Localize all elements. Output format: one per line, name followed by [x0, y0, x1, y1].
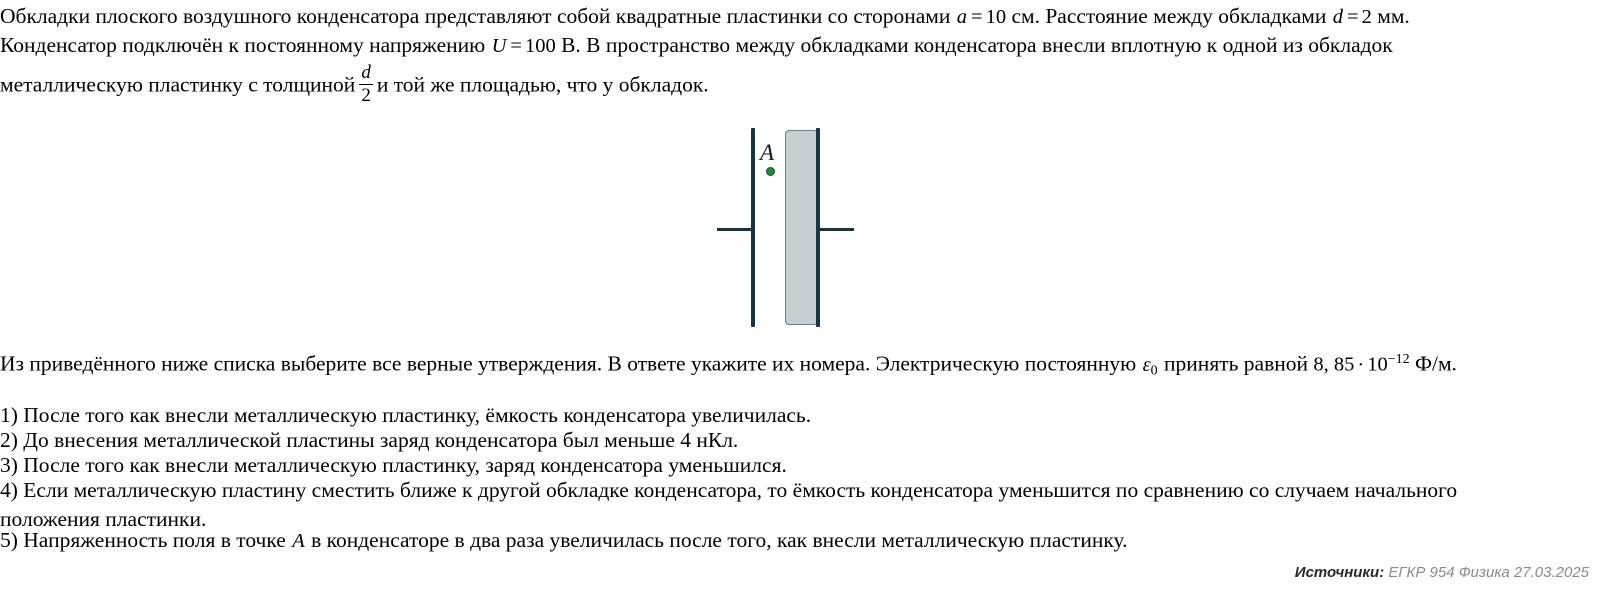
unit-d-text: мм.: [1377, 4, 1410, 28]
left-lead-wire: [717, 228, 755, 231]
value-U: 100: [524, 35, 556, 57]
source-value: ЕГКР 954 Физика 27.03.2025: [1388, 564, 1589, 581]
constant-base: 10: [1367, 353, 1388, 376]
fraction-numerator: d: [361, 62, 371, 83]
problem-statement-line-2: [0, 31, 1601, 61]
capacitor-right-plate: [816, 128, 820, 327]
value-a: 10: [985, 6, 1007, 28]
fraction-d-over-2: [359, 63, 373, 105]
constant-mantissa: 8, 85: [1313, 353, 1355, 376]
unit-a-text: см. Расстояние между обкладками: [1011, 4, 1327, 28]
value-d: 2: [1361, 6, 1372, 28]
problem-text-3b: и той же площадью, что у обкладок.: [376, 72, 709, 97]
right-lead-wire: [818, 228, 854, 231]
epsilon-zero-symbol: [1142, 353, 1159, 379]
source-label: Источники:: [1294, 564, 1385, 581]
constant-exponent: −12: [1387, 352, 1410, 367]
statement-2: 2) До внесения металлической пластины заряд конденсатора был меньше 4 нКл.: [0, 428, 739, 452]
capacitor-left-plate: [751, 128, 755, 327]
variable-a: a: [956, 6, 968, 28]
instruction-text-a: Из приведённого ниже списка выберите все верные утверждения. В ответе укажите их номера. Электрическую постоянную: [0, 351, 1137, 376]
fraction-denominator: 2: [361, 84, 371, 106]
statement-3: 3) После того как внесли металлическую пластинку, заряд конденсатора уменьшился.: [0, 453, 787, 477]
metal-slab: [785, 130, 818, 325]
statement-5: [0, 526, 1601, 556]
point-a-dot: [766, 167, 775, 176]
statement-5-text-a: 5) Напряженность поля в точке: [0, 528, 286, 552]
problem-text-2a: Конденсатор подключён к постоянному напряжению: [0, 33, 486, 57]
statement-4: 4) Если металлическую пластину сместить ближе к другой обкладке конденсатора, то ёмкость конденсатора уменьшится по сравнению со случаем начального положения пластинки.: [0, 478, 1458, 531]
equals-sign-3: =: [510, 35, 522, 57]
problem-text-3a: металлическую пластинку с толщиной: [0, 72, 356, 97]
epsilon-subscript: 0: [1150, 363, 1158, 379]
problem-text-1a: Обкладки плоского воздушного конденсатора представляют собой квадратные пластинки со сторонами: [0, 4, 951, 28]
statement-5-text-b: в конденсаторе в два раза увеличилась после того, как внесли металлическую пластинку.: [311, 528, 1128, 552]
equals-sign-1: =: [971, 6, 983, 28]
instruction-text-b: принять равной: [1164, 351, 1308, 376]
variable-U: U: [491, 35, 507, 57]
problem-statement-line-1: [0, 2, 1601, 32]
variable-d: d: [1332, 6, 1344, 28]
instruction-unit: Ф/м.: [1414, 351, 1457, 376]
statement-1: 1) После того как внесли металлическую пластинку, ёмкость конденсатора увеличилась.: [0, 403, 812, 427]
epsilon-glyph: ε: [1142, 353, 1151, 376]
multiplication-dot: ·: [1357, 353, 1365, 376]
capacitor-diagram: [700, 118, 880, 338]
equals-sign-2: =: [1347, 6, 1359, 28]
variable-A-point: A: [292, 530, 305, 552]
instruction-paragraph: [0, 345, 1601, 385]
point-a-label: A: [760, 140, 775, 165]
source-footer: [1295, 564, 1589, 581]
problem-statement-line-3: [0, 62, 1601, 104]
unit-U-text: В. В пространство между обкладками конденсатора внесли вплотную к одной из обкладок: [561, 33, 1393, 57]
